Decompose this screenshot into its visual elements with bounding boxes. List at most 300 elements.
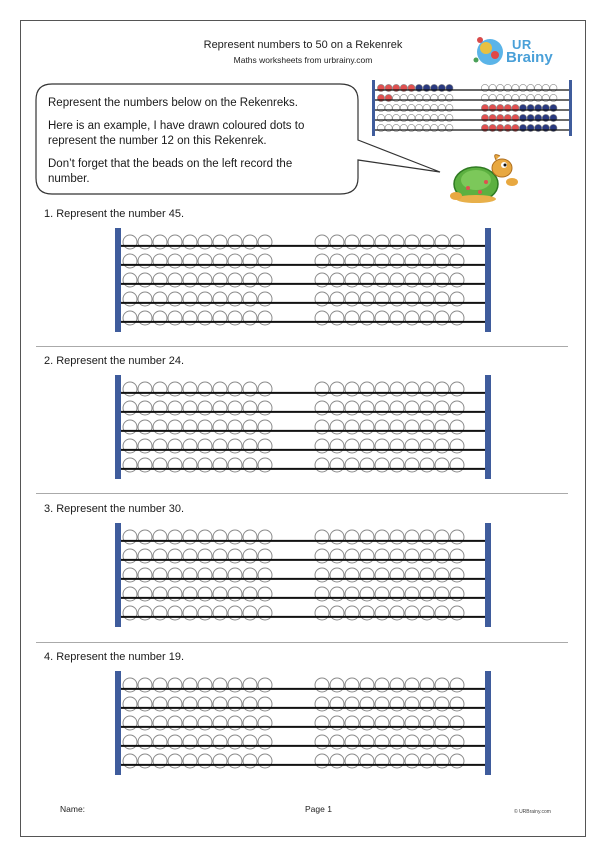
bead [435, 458, 449, 472]
bead [213, 311, 227, 325]
bead [360, 754, 374, 768]
bead [183, 273, 197, 287]
bead [258, 420, 272, 434]
bead [243, 401, 257, 415]
bead [420, 735, 434, 749]
bead [405, 292, 419, 306]
bead [315, 235, 329, 249]
bead [168, 235, 182, 249]
bead [198, 273, 212, 287]
bead [435, 678, 449, 692]
bead [330, 606, 344, 620]
bead [243, 254, 257, 268]
bead [435, 735, 449, 749]
bead [228, 439, 242, 453]
bead [390, 401, 404, 415]
bead [420, 697, 434, 711]
bead [360, 587, 374, 601]
bead [330, 439, 344, 453]
bead [213, 273, 227, 287]
bead [420, 273, 434, 287]
instruction-line-2b: represent the number 12 on this Rekenrek. [48, 135, 267, 147]
bead [258, 735, 272, 749]
bead [123, 401, 137, 415]
bead [450, 254, 464, 268]
bead [138, 292, 152, 306]
bead [168, 606, 182, 620]
bead [228, 458, 242, 472]
logo-brainy-text: Brainy [506, 49, 553, 66]
bead [450, 587, 464, 601]
bead [420, 568, 434, 582]
rekenrek-3[interactable] [115, 523, 491, 627]
bead [213, 606, 227, 620]
rekenrek-left-post [115, 523, 121, 627]
bead [258, 458, 272, 472]
bead [183, 311, 197, 325]
bead [390, 568, 404, 582]
bead [420, 530, 434, 544]
bead [198, 382, 212, 396]
bead [360, 530, 374, 544]
bead [375, 716, 389, 730]
bead [375, 235, 389, 249]
bead [315, 382, 329, 396]
bead [360, 235, 374, 249]
bead [258, 273, 272, 287]
bead [123, 273, 137, 287]
copyright-text: © URBrainy.com [514, 809, 551, 815]
bead [405, 273, 419, 287]
bead [435, 254, 449, 268]
bead [375, 530, 389, 544]
bead [213, 549, 227, 563]
bead [168, 697, 182, 711]
bead [330, 292, 344, 306]
bead [168, 716, 182, 730]
bead [183, 530, 197, 544]
bead [168, 568, 182, 582]
bead [375, 754, 389, 768]
bead [390, 439, 404, 453]
bead [198, 458, 212, 472]
bead [435, 754, 449, 768]
section-divider [36, 346, 568, 347]
bead [213, 678, 227, 692]
bead [315, 273, 329, 287]
bead [390, 273, 404, 287]
bead [258, 292, 272, 306]
bead [375, 292, 389, 306]
bead [375, 420, 389, 434]
bead [375, 401, 389, 415]
bead [405, 697, 419, 711]
bead [420, 549, 434, 563]
bead [183, 254, 197, 268]
bead [315, 292, 329, 306]
bead [138, 587, 152, 601]
bead [375, 254, 389, 268]
bead [168, 587, 182, 601]
bead [168, 439, 182, 453]
logo-ur-text: UR [512, 37, 532, 52]
bead [228, 735, 242, 749]
bead [420, 458, 434, 472]
bead [360, 311, 374, 325]
bead [435, 235, 449, 249]
bead [420, 235, 434, 249]
bead [330, 311, 344, 325]
rekenrek-right-post [485, 228, 491, 332]
bead [360, 292, 374, 306]
bead [315, 754, 329, 768]
bead [390, 697, 404, 711]
rekenrek-2[interactable] [115, 375, 491, 479]
bead [123, 420, 137, 434]
bead [153, 735, 167, 749]
bead [138, 697, 152, 711]
bead [405, 458, 419, 472]
bead [168, 311, 182, 325]
bead [168, 735, 182, 749]
bead [183, 735, 197, 749]
bead [123, 678, 137, 692]
bead [435, 273, 449, 287]
bead [138, 735, 152, 749]
bead [153, 254, 167, 268]
bead [420, 678, 434, 692]
bead [258, 549, 272, 563]
bead [420, 420, 434, 434]
bead [330, 754, 344, 768]
bead [330, 458, 344, 472]
bead [375, 735, 389, 749]
bead [390, 311, 404, 325]
bead [228, 697, 242, 711]
bead [435, 530, 449, 544]
bead [153, 587, 167, 601]
bead [258, 235, 272, 249]
bead [405, 568, 419, 582]
bead [168, 254, 182, 268]
bead [198, 235, 212, 249]
bead [405, 235, 419, 249]
bead [330, 678, 344, 692]
bead [405, 606, 419, 620]
bead [138, 254, 152, 268]
bead [315, 401, 329, 415]
bead [198, 697, 212, 711]
example-rekenrek [372, 80, 572, 136]
bead [138, 439, 152, 453]
bead [153, 530, 167, 544]
bead [450, 678, 464, 692]
bead [360, 697, 374, 711]
bead [198, 716, 212, 730]
bead [258, 439, 272, 453]
bead [405, 401, 419, 415]
bead [153, 401, 167, 415]
bead [243, 235, 257, 249]
bead [243, 568, 257, 582]
bead [450, 292, 464, 306]
bead [183, 678, 197, 692]
bead [420, 382, 434, 396]
bead [390, 678, 404, 692]
bead [345, 254, 359, 268]
bead [450, 530, 464, 544]
bead [228, 549, 242, 563]
bead [435, 439, 449, 453]
bead [345, 273, 359, 287]
bead [345, 754, 359, 768]
bead [213, 235, 227, 249]
bead [345, 568, 359, 582]
bead [330, 420, 344, 434]
bead [450, 420, 464, 434]
bead [198, 311, 212, 325]
bead [213, 292, 227, 306]
bead [345, 697, 359, 711]
bead [198, 678, 212, 692]
bead [228, 254, 242, 268]
bead [243, 292, 257, 306]
bead [405, 678, 419, 692]
bead [228, 292, 242, 306]
bead [243, 735, 257, 749]
bead [330, 697, 344, 711]
bead [330, 587, 344, 601]
bead [360, 401, 374, 415]
bead [183, 754, 197, 768]
bead [315, 735, 329, 749]
bead [168, 678, 182, 692]
question-1-label: 1. Represent the number 45. [44, 208, 185, 220]
bead [330, 530, 344, 544]
bead [315, 587, 329, 601]
rekenrek-left-post [115, 228, 121, 332]
bead [330, 235, 344, 249]
bead [450, 382, 464, 396]
bead [435, 568, 449, 582]
bead [258, 382, 272, 396]
bead [138, 530, 152, 544]
bead [243, 382, 257, 396]
bead [228, 587, 242, 601]
bead [138, 311, 152, 325]
page-subtitle: Maths worksheets from urbrainy.com [233, 55, 373, 65]
bead [123, 606, 137, 620]
bead [258, 697, 272, 711]
bead [243, 530, 257, 544]
bead [168, 458, 182, 472]
bead [213, 754, 227, 768]
bead [138, 235, 152, 249]
bead [405, 311, 419, 325]
bead [258, 716, 272, 730]
bead [243, 311, 257, 325]
bead [123, 697, 137, 711]
bead [450, 754, 464, 768]
bead [345, 311, 359, 325]
bead [198, 254, 212, 268]
bead [390, 530, 404, 544]
bead [243, 754, 257, 768]
bead [198, 735, 212, 749]
bead [183, 697, 197, 711]
bead [153, 568, 167, 582]
bead [420, 587, 434, 601]
bead [138, 606, 152, 620]
bead [360, 606, 374, 620]
bead [345, 235, 359, 249]
rekenrek-1[interactable] [115, 228, 491, 332]
bead [390, 735, 404, 749]
bead [330, 273, 344, 287]
bead [228, 716, 242, 730]
bead [390, 587, 404, 601]
bead [315, 606, 329, 620]
bead [258, 311, 272, 325]
bead [375, 311, 389, 325]
bead [405, 254, 419, 268]
bead [183, 606, 197, 620]
bead [360, 678, 374, 692]
bead [345, 587, 359, 601]
bead [345, 678, 359, 692]
bead [375, 458, 389, 472]
bead [258, 606, 272, 620]
bead [198, 606, 212, 620]
bead [390, 292, 404, 306]
bead [345, 382, 359, 396]
bead [213, 254, 227, 268]
bead [213, 382, 227, 396]
bead [258, 254, 272, 268]
bead [450, 716, 464, 730]
bead [375, 549, 389, 563]
rekenrek-4[interactable] [115, 671, 491, 775]
bead [183, 401, 197, 415]
bead [153, 458, 167, 472]
page-title: Represent numbers to 50 on a Rekenrek [203, 39, 403, 51]
bead [213, 401, 227, 415]
bead [375, 697, 389, 711]
bead [315, 420, 329, 434]
bead [228, 530, 242, 544]
bead [360, 458, 374, 472]
bead [435, 382, 449, 396]
bead [360, 716, 374, 730]
bead [345, 458, 359, 472]
bead [258, 568, 272, 582]
bead [435, 420, 449, 434]
bead [243, 420, 257, 434]
bead [123, 530, 137, 544]
bead [153, 420, 167, 434]
bead [123, 311, 137, 325]
bead [153, 716, 167, 730]
bead [420, 292, 434, 306]
bead [258, 530, 272, 544]
bead [345, 401, 359, 415]
bead [168, 273, 182, 287]
bead [375, 606, 389, 620]
bead [360, 273, 374, 287]
bead [198, 754, 212, 768]
bead [243, 678, 257, 692]
bead [450, 697, 464, 711]
bead [405, 716, 419, 730]
bead [315, 530, 329, 544]
bead [123, 235, 137, 249]
bead [405, 587, 419, 601]
bead [198, 530, 212, 544]
bead [123, 568, 137, 582]
bead [138, 420, 152, 434]
bead [198, 439, 212, 453]
bead [153, 292, 167, 306]
bead [153, 697, 167, 711]
bead [330, 716, 344, 730]
bead [390, 549, 404, 563]
bead [213, 420, 227, 434]
bead [183, 458, 197, 472]
bead [405, 420, 419, 434]
bead [390, 254, 404, 268]
bead [420, 254, 434, 268]
bead [330, 549, 344, 563]
bead [153, 273, 167, 287]
bead [420, 311, 434, 325]
rekenrek-right-post [485, 523, 491, 627]
bead [138, 458, 152, 472]
bead [153, 439, 167, 453]
bead [243, 697, 257, 711]
bead [345, 606, 359, 620]
question-2-label: 2. Represent the number 24. [44, 355, 185, 367]
bead [360, 549, 374, 563]
bead [405, 735, 419, 749]
bead [138, 549, 152, 563]
bead [153, 311, 167, 325]
bead [258, 587, 272, 601]
bead [153, 678, 167, 692]
bead [138, 401, 152, 415]
bead [435, 716, 449, 730]
bead [213, 716, 227, 730]
bead [435, 587, 449, 601]
bead [450, 311, 464, 325]
bead [183, 549, 197, 563]
bead [360, 439, 374, 453]
bead [360, 382, 374, 396]
bead [123, 549, 137, 563]
instruction-line-3a: Don’t forget that the beads on the left record the [48, 158, 293, 170]
bead [183, 292, 197, 306]
bead [123, 754, 137, 768]
bead [405, 549, 419, 563]
bead [198, 568, 212, 582]
question-4-label: 4. Represent the number 19. [44, 651, 185, 663]
bead [258, 754, 272, 768]
bead [243, 716, 257, 730]
bead [153, 549, 167, 563]
bead [123, 716, 137, 730]
bead [183, 716, 197, 730]
bead [450, 235, 464, 249]
bead [213, 697, 227, 711]
